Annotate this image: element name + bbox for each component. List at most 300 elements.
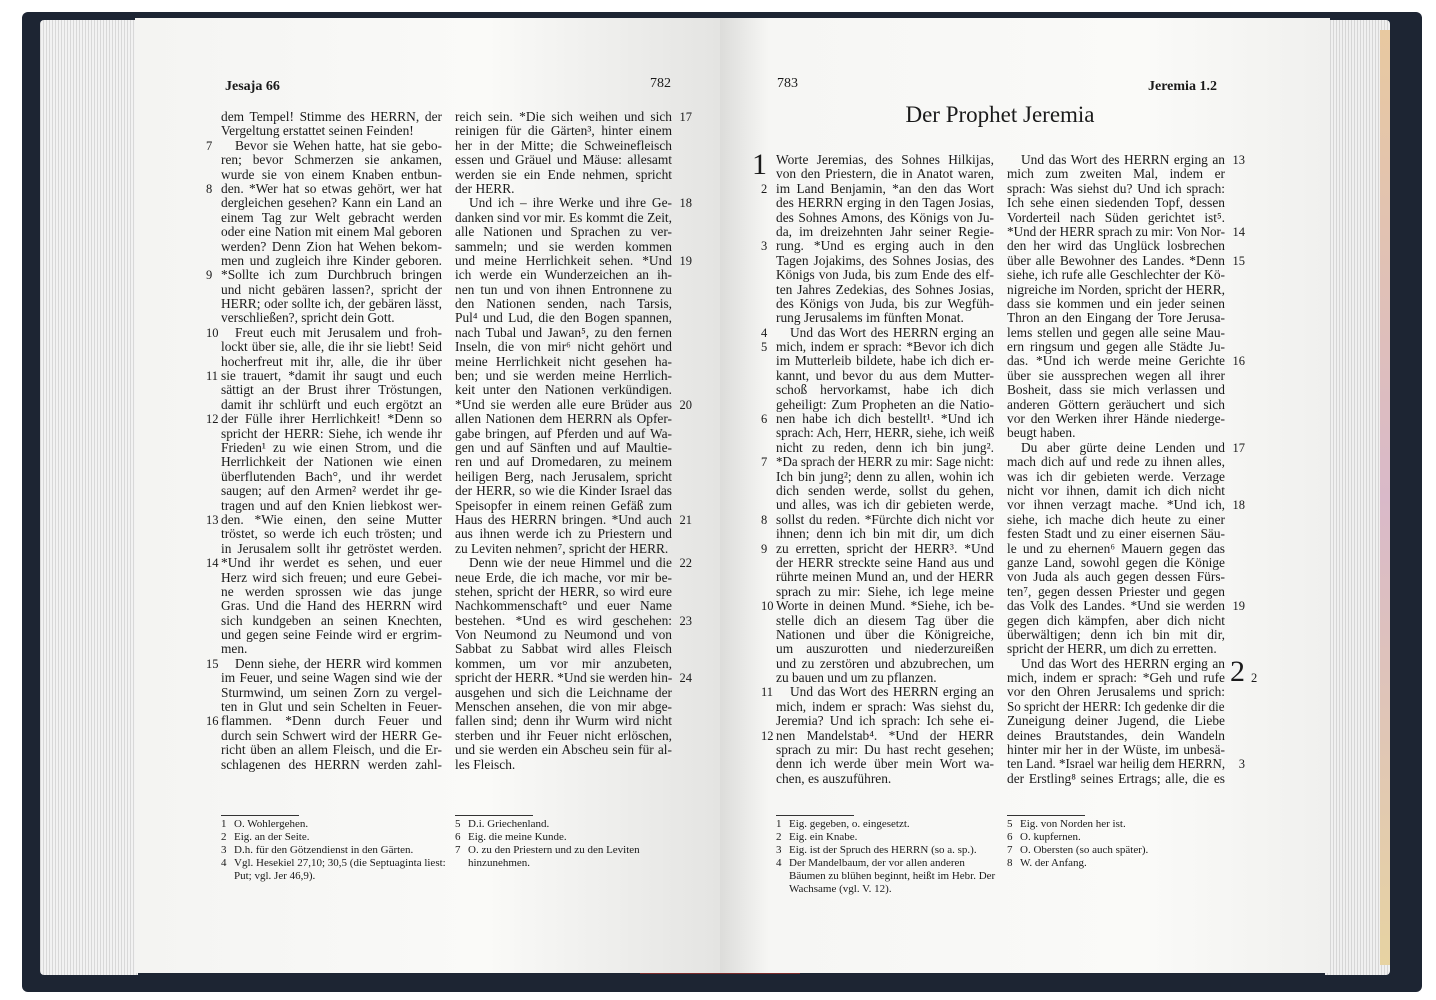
text-line xyxy=(206,713,442,729)
footnote-number: 1 xyxy=(776,818,782,830)
verse-number: 13 xyxy=(1232,153,1245,167)
text-line xyxy=(1007,439,1245,455)
text-line xyxy=(221,599,442,613)
text-line xyxy=(1007,556,1225,570)
line-text: ausgehen und sich die Leichname der xyxy=(455,684,672,700)
line-text: zu bauen und um zu pflanzen. xyxy=(776,670,937,686)
text-line xyxy=(455,455,672,469)
verse-number: 3 xyxy=(761,239,768,254)
footnotes xyxy=(1007,818,1229,870)
line-text: Königs von Juda, bis zum Ende des elf- xyxy=(776,267,994,283)
text-line xyxy=(1007,311,1225,325)
text-line xyxy=(776,196,994,210)
text-line xyxy=(455,670,692,686)
text-line xyxy=(776,628,994,642)
text-line xyxy=(455,139,672,153)
line-text: *Und der HERR sprach zu mir: Von Nor- xyxy=(1007,223,1226,239)
verse-number: 8 xyxy=(761,512,768,527)
line-text: mich zum zweiten Mal, indem er xyxy=(1007,166,1225,182)
text-line xyxy=(455,686,672,700)
text-line xyxy=(455,527,672,541)
line-text: *Sollte ich zum Durchbruch bringen xyxy=(221,267,442,283)
line-text: mach dich auf und rede zu ihnen alles, xyxy=(1007,454,1225,470)
text-line xyxy=(221,642,442,656)
footnote xyxy=(776,818,998,831)
text-line xyxy=(455,297,672,311)
text-line xyxy=(455,700,672,714)
text-line xyxy=(776,484,994,498)
line-text: des Königs von Juda, bis zur Wegfüh- xyxy=(776,295,994,311)
text-line xyxy=(221,283,442,297)
text-line xyxy=(1007,196,1225,210)
footnote-number: 4 xyxy=(221,857,227,869)
line-text: hocherfreut mit ihr, alle, die ihr über xyxy=(221,353,442,369)
text-line xyxy=(776,743,994,757)
line-text: nicht vor ihnen, damit ich dich nicht xyxy=(1007,482,1225,498)
line-text: und gegen seine Feinde wird er ergrim- xyxy=(221,627,442,643)
line-text: nen Mandelstab⁴. *Und der HERR xyxy=(776,727,994,743)
line-text: den Nationen senden, nach Tarsis, xyxy=(455,296,672,312)
line-text: spricht der HERR. *Und sie werden hin- xyxy=(455,670,673,686)
text-line xyxy=(1007,484,1225,498)
text-line xyxy=(1007,513,1225,527)
text-line xyxy=(1007,671,1225,685)
footnote-text: D.h. für den Götzendienst in den Gärten. xyxy=(234,844,414,856)
footnote xyxy=(1007,831,1229,844)
line-text: *Da sprach der HERR zu mir: Sage nicht: xyxy=(776,454,994,470)
line-text: über sie aussprechen wegen all ihrer xyxy=(1007,367,1225,383)
line-text: Speisopfer in einem reinen Gefäß zum xyxy=(455,497,672,513)
footnote-text: Vgl. Hesekiel 27,10; 30,5 (die Septuaginta liest: Put; vgl. Jer 46,9). xyxy=(234,857,446,882)
line-text: ten in Glut und sein Schelten in Feuer- xyxy=(221,699,442,715)
line-text: deines Brautstandes, dein Wandeln xyxy=(1007,727,1225,743)
text-line xyxy=(455,211,672,225)
footnote-text: Eig. von Norden her ist. xyxy=(1020,818,1126,830)
line-text: danken sind vor mir. Es kommt die Zeit, xyxy=(455,209,672,225)
verse-number: 12 xyxy=(206,412,219,427)
line-text: was ich dir gebieten werde. Verzage xyxy=(1007,468,1225,484)
text-line xyxy=(206,368,442,384)
text-line xyxy=(776,383,994,397)
text-line xyxy=(455,240,672,254)
text-line xyxy=(221,571,442,585)
verse-number: 13 xyxy=(206,512,219,527)
page-stack-left xyxy=(40,20,138,975)
line-text: überwältigen; denn ich bin mit dir, xyxy=(1007,626,1225,642)
text-line xyxy=(455,743,672,757)
line-text: Und das Wort des HERRN erging an xyxy=(790,324,994,340)
text-line xyxy=(455,729,672,743)
page-number-left: 782 xyxy=(650,76,671,91)
text-line xyxy=(1007,167,1225,181)
line-text: den her wird das Unglück losbrechen xyxy=(1007,238,1225,254)
text-line xyxy=(1007,340,1225,354)
text-line xyxy=(206,324,442,340)
text-line xyxy=(761,454,994,470)
text-line xyxy=(1007,412,1225,426)
text-line xyxy=(1007,542,1225,556)
verse-number: 17 xyxy=(1232,440,1245,455)
line-text: das Volk des Landes. *Und sie werden xyxy=(1007,598,1225,614)
line-text: Ich sehe einen siedenden Topf, dessen xyxy=(1007,195,1225,211)
footnote-text: O. zu den Priestern und zu den Leviten hinzunehmen. xyxy=(468,844,640,869)
text-column xyxy=(1007,152,1245,786)
line-text: Menschen ansehen, die von mir abge- xyxy=(455,699,672,715)
line-text: sich kundgeben an seinen Knechten, xyxy=(221,612,442,628)
text-line xyxy=(455,109,692,124)
verse-number: 21 xyxy=(679,512,692,527)
footnote xyxy=(776,857,998,896)
text-line xyxy=(455,168,672,182)
line-text: richt üben an allem Fleisch, und die Er- xyxy=(221,742,442,758)
text-line xyxy=(206,267,442,283)
text-line xyxy=(1007,152,1245,167)
line-text: ich werde ein Wunderzeichen an ih- xyxy=(455,267,672,283)
verse-number: 19 xyxy=(1232,599,1245,614)
text-line xyxy=(776,585,994,599)
footnote-number: 7 xyxy=(455,844,461,856)
line-text: nigreiche im Norden, spricht der HERR, xyxy=(1007,281,1225,297)
text-line xyxy=(455,252,692,268)
line-text: Herz wird sich freuen; und eure Gebei- xyxy=(221,569,442,585)
line-text: mich, indem er sprach: Was siehst du, xyxy=(776,698,994,714)
line-text: chen, es auszuführen. xyxy=(776,770,892,786)
line-text: spricht der HERR, um dich zu erretten. xyxy=(1007,641,1217,657)
footnote-number: 3 xyxy=(221,844,227,856)
verse-number: 15 xyxy=(1232,253,1245,268)
footnote xyxy=(455,844,680,870)
line-text: beugt haben. xyxy=(1007,425,1076,441)
footnote-number: 5 xyxy=(1007,818,1013,830)
text-line xyxy=(206,511,442,527)
verse-number: 4 xyxy=(761,325,768,340)
text-line xyxy=(455,311,672,325)
line-text: sprach: Ach, Herr, HERR, siehe, ich weiß xyxy=(776,425,995,441)
verse-number: 16 xyxy=(206,714,219,729)
text-line xyxy=(455,153,672,167)
text-line xyxy=(455,182,672,196)
text-line xyxy=(455,355,672,369)
line-text: men und zugleich ihre Kinder geboren. xyxy=(221,252,442,268)
line-text: der HERR, so wie die Kinder Israel das xyxy=(455,483,672,499)
footnote xyxy=(1007,857,1229,870)
text-line xyxy=(455,412,672,426)
text-line xyxy=(761,180,994,196)
text-line xyxy=(455,642,672,656)
text-line xyxy=(221,168,442,182)
line-text: ne werden sprossen wie das junge xyxy=(221,583,442,599)
footnote-text: D.i. Griechenland. xyxy=(468,818,550,830)
text-line xyxy=(1007,585,1225,599)
line-text: Denn siehe, der HERR wird kommen xyxy=(235,655,442,671)
verse-number: 10 xyxy=(761,599,774,614)
line-text: fallen sind; denn ihr Wurm wird nicht xyxy=(455,713,672,729)
verse-number: 18 xyxy=(1232,498,1245,513)
line-text: Denn wie der neue Himmel und die xyxy=(469,555,672,571)
line-text: und alles, was ich dir gebieten werde, xyxy=(776,497,994,513)
line-text: reich sein. *Die sich weihen und sich xyxy=(455,109,672,124)
line-text: schlagenen des HERRN werden zahl- xyxy=(221,756,442,772)
line-text: Zuneigung deiner Jugend, die Liebe xyxy=(1007,713,1225,729)
line-text: oder eine Nation mit einem Mal geboren xyxy=(221,224,442,240)
line-text: Herrlichkeit der Nationen wie einen xyxy=(221,454,442,470)
verse-number: 14 xyxy=(1232,224,1245,239)
line-text: Worte in deinen Mund. *Siehe, ich be- xyxy=(776,598,994,614)
footnote xyxy=(1007,818,1229,831)
footnote-number: 7 xyxy=(1007,844,1013,856)
text-line xyxy=(221,743,442,757)
text-line xyxy=(1007,657,1225,671)
line-text: les Fleisch. xyxy=(455,756,516,772)
line-text: alle Nationen und Sprachen zu ver- xyxy=(455,224,672,240)
footnote-number: 6 xyxy=(1007,831,1013,843)
footnote-number: 3 xyxy=(776,844,782,856)
text-line xyxy=(221,455,442,469)
footnote xyxy=(221,844,446,857)
line-text: verschließen?, spricht dein Gott. xyxy=(221,310,395,326)
line-text: sterben und ihr Feuer nicht erlöschen, xyxy=(455,727,672,743)
text-line xyxy=(761,238,994,254)
text-line xyxy=(455,484,672,498)
line-text: lockt über sie, alle, die ihr sie liebt! Seid xyxy=(221,339,442,355)
line-text: dergleichen gesehen? Kann ein Land an xyxy=(221,195,442,211)
line-text: bestehen. *Und es wird geschehen: xyxy=(455,612,672,628)
line-text: sie trauert, *damit ihr saugt und euch xyxy=(221,368,442,384)
footnote-number: 4 xyxy=(776,857,782,869)
line-text: ten Land. *Israel war heilig dem HERRN, xyxy=(1007,756,1226,772)
verse-number: 5 xyxy=(761,340,768,355)
line-text: ren; bevor Schmerzen sie ankamen, xyxy=(221,152,442,168)
chapter-number-2: 2 xyxy=(1230,655,1245,688)
footnote xyxy=(221,818,446,831)
line-text: nach Tubal und Jawan⁵, zu den fernen xyxy=(455,324,672,340)
line-text: Und ich – ihre Werke und ihre Ge- xyxy=(469,195,672,211)
footnote-number: 6 xyxy=(455,831,461,843)
text-line xyxy=(221,441,442,455)
line-text: festen Stadt und zu einer eisernen Säu- xyxy=(1007,526,1225,542)
text-line xyxy=(1007,455,1225,469)
text-line xyxy=(221,254,442,268)
line-text: gegen dich kämpfen, aber dich nicht xyxy=(1007,612,1225,628)
line-text: ern ringsum und gegen alle Städte Ju- xyxy=(1007,339,1225,355)
footnote xyxy=(776,844,998,857)
text-line xyxy=(221,700,442,714)
line-text: Bevor sie Wehen hatte, hat sie gebo- xyxy=(235,137,442,153)
footnote-text: Eig. gegeben, o. eingesetzt. xyxy=(789,818,910,830)
text-line xyxy=(221,628,442,642)
line-text: rührte meinen Mund an, und der HERR xyxy=(776,569,994,585)
text-line xyxy=(776,470,994,484)
text-line xyxy=(1007,700,1225,714)
line-text: schoß hervorkamst, habe ich dich xyxy=(776,382,994,398)
line-text: einem Tag zur Welt gebracht werden xyxy=(221,209,442,225)
text-line xyxy=(1007,297,1225,311)
text-line xyxy=(455,369,672,383)
text-line xyxy=(455,511,692,527)
chapter-number-1: 1 xyxy=(752,148,767,181)
line-text: da, im dreizehnten Jahr seiner Regie- xyxy=(776,223,994,239)
text-column xyxy=(455,109,692,772)
line-text: Frieden¹ zu wie einen Strom, und die xyxy=(221,439,442,455)
text-line xyxy=(455,542,672,556)
text-line xyxy=(761,727,994,743)
text-line xyxy=(1007,182,1225,196)
line-text: Freut euch mit Jerusalem und froh- xyxy=(235,324,442,340)
text-line xyxy=(776,614,994,628)
text-line xyxy=(221,542,442,556)
verse-number: 24 xyxy=(679,671,692,686)
text-line xyxy=(221,355,442,369)
text-line xyxy=(221,225,442,239)
line-text: Nationen und über die Königreiche, xyxy=(776,626,994,642)
line-text: der Erstling⁸ seines Ertrags; alle, die es xyxy=(1007,770,1225,786)
text-line xyxy=(221,311,442,325)
line-text: durch sein Schwert wird der HERR Ge- xyxy=(221,727,442,743)
text-line xyxy=(1007,353,1245,369)
text-line xyxy=(761,411,994,427)
text-line xyxy=(1007,398,1225,412)
line-text: ganze Land, sowohl gegen die Könige xyxy=(1007,554,1225,570)
line-text: und meine Herrlichkeit sehen. *Und xyxy=(455,252,672,268)
line-text: Haus des HERRN bringen. *Und auch xyxy=(455,511,672,527)
line-text: vor den Ohren Jerusalems und sprich: xyxy=(1007,684,1225,700)
line-text: heiligen Berg, nach Jerusalem, spricht xyxy=(455,468,672,484)
text-line xyxy=(776,570,994,584)
line-text: kannt, und bevor du aus dem Mutter- xyxy=(776,367,994,383)
line-text: im Land Benjamin, *an den das Wort xyxy=(776,180,994,196)
line-text: Vergeltung erstattet seinen Feinden! xyxy=(221,123,414,139)
line-text: dich senden werde, sollst du gehen, xyxy=(776,482,994,498)
text-line xyxy=(1007,470,1225,484)
verse-number: 3 xyxy=(1238,757,1245,772)
text-line xyxy=(221,124,442,138)
verse-number: 22 xyxy=(679,556,692,571)
line-text: in Jerusalem sollt ihr getröstet werden. xyxy=(221,540,442,556)
line-text: mich, indem er sprach: *Bevor ich dich xyxy=(776,339,994,355)
text-line xyxy=(776,311,994,325)
footnotes xyxy=(455,818,680,870)
footnote-text: Eig. ist der Spruch des HERRN (so a. sp.). xyxy=(789,844,977,856)
line-text: sprach: Was siehst du? Und ich sprach: xyxy=(1007,180,1225,196)
text-line xyxy=(455,396,692,412)
line-text: *Und sie werden alle eure Brüder aus xyxy=(455,396,672,412)
text-line xyxy=(776,642,994,656)
line-text: siehe, ich mache dich heute zu einer xyxy=(1007,511,1225,527)
verse-number: 2 xyxy=(1251,671,1258,685)
text-line xyxy=(776,426,994,440)
text-line xyxy=(776,657,994,671)
line-text: zu Leviten nehmen⁷, spricht der HERR. xyxy=(455,540,669,556)
verse-number: 23 xyxy=(679,613,692,628)
text-line xyxy=(776,772,994,786)
line-text: von den Priestern, die in Anatot waren, xyxy=(776,166,994,182)
line-text: vor ihnen verzagt mache. *Und ich, xyxy=(1007,497,1225,513)
text-line xyxy=(221,211,442,225)
text-column xyxy=(761,152,995,786)
line-text: des Sohnes Amons, des Königs von Ju- xyxy=(776,209,994,225)
line-text: sollst du reden. *Fürchte dich nicht vor xyxy=(776,511,994,527)
text-column xyxy=(206,109,442,772)
running-head-left: Jesaja 66 xyxy=(225,79,280,94)
text-line xyxy=(1007,497,1245,513)
text-line xyxy=(776,369,994,383)
line-text: Inseln, die von mir⁶ nicht gehört und xyxy=(455,339,672,355)
line-text: werden sie ein Ende nehmen, spricht xyxy=(455,166,672,182)
verse-number: 18 xyxy=(679,196,692,211)
text-line xyxy=(1007,772,1225,786)
line-text: nen habe ich dich bestellt¹. *Und ich xyxy=(776,411,994,427)
line-text: siehe, ich rufe alle Geschlechter der Kö- xyxy=(1007,267,1225,283)
footnote xyxy=(455,818,680,831)
line-text: ren und auf Dromedaren, zu meinem xyxy=(455,454,672,470)
line-text: dass sie kommen und ein jeder seinen xyxy=(1007,295,1225,311)
footnote xyxy=(1007,844,1229,857)
line-text: sprach zu mir: Siehe, ich lege meine xyxy=(776,583,994,599)
footnote-text: Eig. die meine Kunde. xyxy=(468,831,567,843)
page-edge-color xyxy=(1380,30,1390,965)
line-text: Und das Wort des HERRN erging an xyxy=(790,684,994,700)
line-text: Und das Wort des HERRN erging an xyxy=(1021,655,1225,671)
line-text: werden? Denn Zion hat Wehen bekom- xyxy=(221,238,442,254)
text-line xyxy=(1007,756,1245,772)
line-text: sprach zu mir: Du hast recht gesehen; xyxy=(776,742,994,758)
verse-number: 9 xyxy=(206,268,213,283)
verse-number: 9 xyxy=(761,541,768,556)
line-text: der HERR. xyxy=(455,180,515,196)
line-text: anderen Göttern geräuchert und sich xyxy=(1007,396,1225,412)
line-text: und nicht gebären lassen?, spricht der xyxy=(221,281,442,297)
text-line xyxy=(221,196,442,210)
line-text: über alle Bewohner des Landes. *Denn xyxy=(1007,252,1225,268)
line-text: den. *Wie einen, den seine Mutter xyxy=(221,511,442,527)
text-line xyxy=(776,498,994,512)
line-text: sammeln; und sie werden kommen xyxy=(455,238,672,254)
text-line xyxy=(1007,383,1225,397)
line-text: essen und Gräuel und Mäuse: allesamt xyxy=(455,152,672,168)
line-text: rung Jerusalems im fünften Monat. xyxy=(776,310,964,326)
text-line xyxy=(776,268,994,282)
text-line xyxy=(776,527,994,541)
footnote-text: O. Obersten (so auch später). xyxy=(1020,844,1149,856)
footnote-number: 8 xyxy=(1007,857,1013,869)
text-line xyxy=(455,555,692,571)
line-text: Bosheit, dass sie mich verlassen und xyxy=(1007,382,1225,398)
text-line xyxy=(206,137,442,153)
text-line xyxy=(1007,326,1225,340)
footnote-rule xyxy=(1007,815,1085,816)
text-line xyxy=(455,340,672,354)
text-line xyxy=(761,684,994,700)
line-text: und zu zerstören und abzubrechen, um xyxy=(776,655,994,671)
text-line xyxy=(1007,614,1225,628)
text-line xyxy=(776,211,994,225)
text-line xyxy=(221,297,442,311)
text-line xyxy=(455,283,672,297)
text-line xyxy=(1007,223,1245,239)
text-line xyxy=(776,283,994,297)
text-line xyxy=(221,153,442,167)
line-text: gabe bringen, auf Pferden und auf Wa- xyxy=(455,425,672,441)
text-line xyxy=(455,628,672,642)
text-line xyxy=(455,599,672,613)
line-text: damit ihr schlürft und euch ergötzt an xyxy=(221,396,442,412)
line-text: ten⁷, gegen dessen Priester und gegen xyxy=(1007,583,1225,599)
line-text: nen tun und von ihnen Entronnene zu xyxy=(455,281,672,297)
line-text: reinigen für die Gärten³, hinter einem xyxy=(455,123,672,139)
text-line xyxy=(776,297,994,311)
line-text: stehen, spricht der HERR, so wird eure xyxy=(455,583,672,599)
line-text: den. *Wer hat so etwas gehört, wer hat xyxy=(221,180,442,196)
